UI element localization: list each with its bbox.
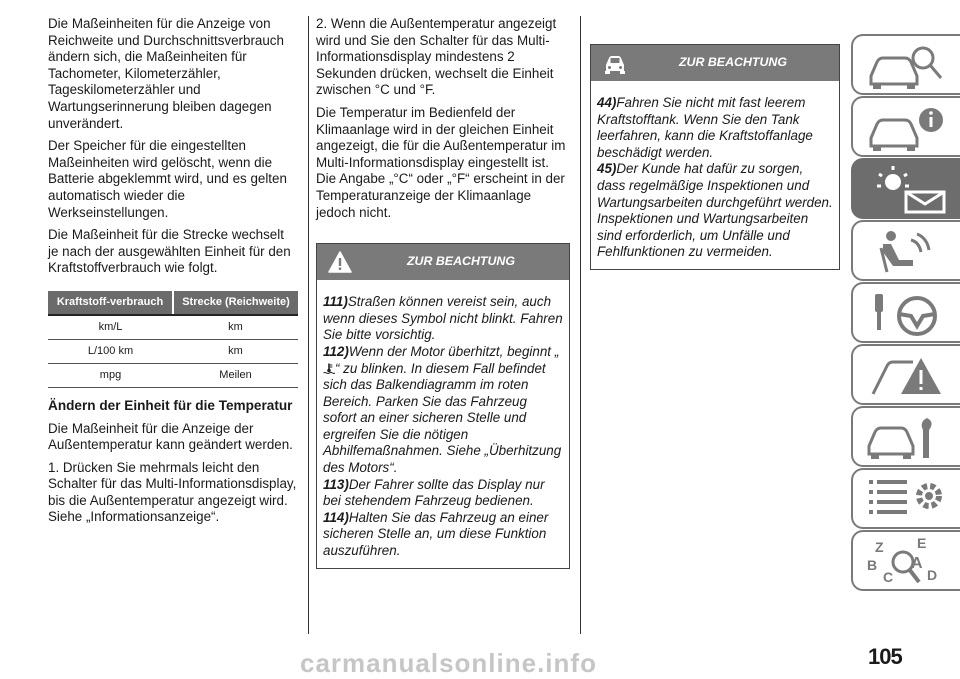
car-info-icon bbox=[861, 102, 956, 154]
notice-item-text: Der Fahrer sollte das Display nur bei stehendem Fahrzeug bedienen. bbox=[323, 476, 545, 509]
svg-text:A: A bbox=[911, 555, 923, 572]
page-number: 105 bbox=[868, 644, 902, 669]
notice-item-text: “ zu blinken. In diesem Fall befindet sich das Balkendiagramm im roten Bereich. Parken Sie das Fahrzeug sofort an einer sicheren Stelle und ergreifen Sie die nötigen Abhilfemaßnahmen. Siehe „Überhitzung des Motors“. bbox=[323, 360, 562, 476]
notice-item-text: Der Kunde hat dafür zu sorgen, dass regelmäßige Inspektionen und Wartungsarbeiten durchgeführt werden. Inspektionen und Wartungsarbeiten sind erforderlich, um Unfälle und Fehlfunktionen zu vermeiden. bbox=[597, 161, 833, 260]
car-search-icon bbox=[861, 40, 956, 92]
car-wrench-icon bbox=[861, 412, 956, 464]
key-steering-wheel-icon bbox=[861, 288, 956, 340]
table-cell: Meilen bbox=[173, 363, 298, 387]
notice-item-text: Fahren Sie nicht mit fast leerem Kraftstofftank. Wenn Sie den Tank leerfahren, kann die Kraftstoffanlage beschädigt werden. bbox=[597, 95, 813, 160]
notice-item-number: 111) bbox=[323, 294, 348, 310]
notice-item-text: Straßen können vereist sein, auch wenn dieses Symbol nicht blinkt. Fahren Sie bitte vorsichtig. bbox=[323, 294, 563, 343]
tab-starting-driving[interactable] bbox=[851, 282, 960, 343]
tab-technical-data[interactable] bbox=[851, 468, 960, 529]
specs-gear-icon bbox=[861, 474, 956, 526]
tab-emergency[interactable] bbox=[851, 344, 960, 405]
table-cell: km/L bbox=[48, 315, 173, 340]
notice-item-number: 114) bbox=[323, 509, 349, 525]
temperature-unit-heading: Ändern der Einheit für die Temperatur bbox=[48, 397, 293, 413]
seat-airbag-icon bbox=[861, 226, 956, 278]
units-intro-paragraph: Die Maßeinheiten für die Anzeige von Reichweite und Durchschnittsverbrauch ändern sich, die Maßeinheiten für Tachometer, Kilometerzähler, Tageskilometerzähler und Wartungserinnerung bleiben dagegen unverändert. bbox=[48, 16, 284, 131]
notice-header bbox=[591, 45, 839, 81]
notice-item bbox=[323, 510, 563, 560]
notice-item-number: 45) bbox=[597, 161, 617, 177]
notice-item-number: 113) bbox=[323, 476, 349, 492]
warning-light-message-icon bbox=[861, 164, 956, 216]
column-divider bbox=[308, 16, 309, 634]
tab-index[interactable] bbox=[851, 530, 960, 591]
index-search-icon bbox=[861, 536, 956, 588]
notice-title: ZUR BEACHTUNG bbox=[678, 55, 788, 69]
left-column bbox=[48, 16, 298, 532]
table-cell: mpg bbox=[48, 363, 173, 387]
step-2-paragraph: 2. Wenn die Außentemperatur angezeigt wird und Sie den Schalter für das Multi-Informationsdisplay mindestens 2 Sekunden drücken, wechselt die Einheit zwischen °C und °F. bbox=[316, 16, 557, 98]
notice-item bbox=[323, 294, 563, 344]
temperature-intro-paragraph: Die Maßeinheit für die Anzeige der Außentemperatur kann geändert werden. bbox=[48, 420, 293, 453]
right-column bbox=[590, 16, 840, 270]
memory-reset-paragraph: Der Speicher für die eingestellten Maßeinheiten wird gelöscht, wenn die Batterie abgeklemmt wird, und es gelten automatisch wieder die Werkseinstellungen. bbox=[48, 138, 287, 220]
coolant-temperature-icon bbox=[323, 361, 335, 376]
notice-body bbox=[591, 81, 839, 269]
tab-safety[interactable] bbox=[851, 220, 960, 281]
tab-warning-lights[interactable] bbox=[851, 158, 960, 219]
column-divider bbox=[580, 16, 581, 634]
middle-column bbox=[316, 16, 570, 569]
notice-body bbox=[317, 280, 569, 568]
svg-text:D: D bbox=[927, 567, 938, 583]
notice-item bbox=[323, 344, 563, 477]
watermark: carmanualsonline.info bbox=[300, 648, 597, 678]
svg-text:B: B bbox=[867, 557, 878, 573]
tab-car-search[interactable] bbox=[851, 34, 960, 95]
notice-item bbox=[597, 95, 833, 161]
svg-text:C: C bbox=[883, 569, 894, 585]
notice-item bbox=[597, 161, 833, 261]
step-1-paragraph: 1. Drücken Sie mehrmals leicht den Schalter für das Multi-Informationsdisplay, bis die Außentemperatur angezeigt wird. Siehe „Informationsanzeige“. bbox=[48, 459, 297, 525]
notice-item-number: 44) bbox=[597, 95, 617, 110]
svg-text:Z: Z bbox=[875, 539, 884, 555]
table-row bbox=[48, 363, 298, 387]
table-header-distance: Strecke (Reichweite) bbox=[173, 291, 298, 315]
notice-box bbox=[590, 44, 840, 270]
table-header-consumption: Kraftstoff-verbrauch bbox=[48, 291, 173, 315]
notice-box bbox=[316, 243, 570, 569]
notice-title: ZUR BEACHTUNG bbox=[406, 254, 516, 269]
distance-unit-paragraph: Die Maßeinheit für die Strecke wechselt je nach der ausgewählten Einheit für den Kraftstoffverbrauch wie folgt. bbox=[48, 227, 291, 276]
tab-service-maintenance[interactable] bbox=[851, 406, 960, 467]
svg-text:E: E bbox=[917, 536, 927, 551]
units-table bbox=[48, 291, 298, 388]
table-cell: km bbox=[173, 339, 298, 363]
notice-item-number: 112) bbox=[323, 343, 349, 359]
notice-header bbox=[317, 244, 569, 280]
road-triangle-icon bbox=[861, 350, 956, 402]
table-cell: L/100 km bbox=[48, 339, 173, 363]
notice-item-text: Halten Sie das Fahrzeug an einer sicheren Stelle an, um diese Funktion auszuführen. bbox=[323, 509, 549, 559]
climate-display-paragraph: Die Temperatur im Bedienfeld der Klimaanlage wird in der gleichen Einheit angezeigt, die für die Außentemperatur im Multi-Informationsdisplay eingestellt ist. Die Angabe „°C“ oder „°F“ erscheint in der Temperaturanzeige der Klimaanlage jedoch nicht. bbox=[316, 104, 566, 220]
notice-item bbox=[323, 477, 563, 510]
table-row bbox=[48, 315, 298, 340]
tab-car-info[interactable] bbox=[851, 96, 960, 157]
table-cell: km bbox=[173, 315, 298, 340]
notice-item-text: Wenn der Motor überhitzt, beginnt „ bbox=[348, 343, 560, 359]
table-row bbox=[48, 339, 298, 363]
